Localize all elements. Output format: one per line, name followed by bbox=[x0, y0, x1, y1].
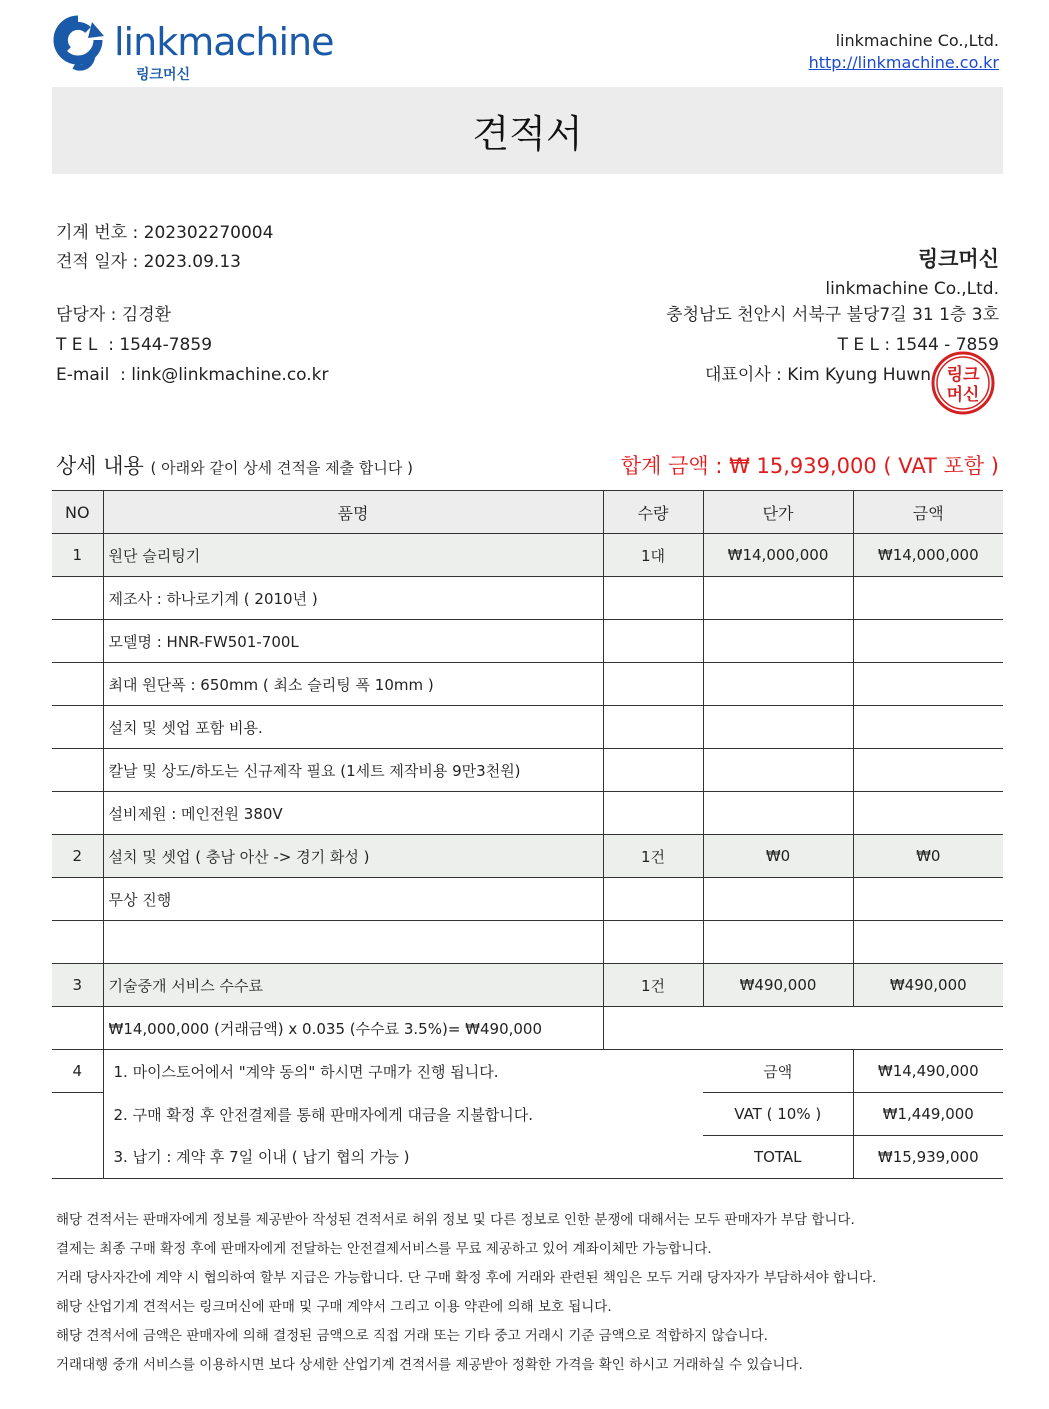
table-row bbox=[52, 792, 1003, 835]
section-title bbox=[56, 450, 413, 480]
item-detail: 설치 및 셋업 포함 비용. bbox=[103, 706, 603, 749]
header-amount: 금액 bbox=[853, 491, 1003, 534]
quote-date: 견적 일자 : 2023.09.13 bbox=[56, 252, 241, 272]
table-row bbox=[52, 534, 1003, 577]
logo-subtitle: 링크머신 bbox=[136, 67, 191, 83]
item-name: 설치 및 셋업 ( 충남 아산 -> 경기 화성 ) bbox=[103, 835, 603, 878]
manager-email: E-mail : link@linkmachine.co.kr bbox=[56, 365, 329, 385]
summary-label: 금액 bbox=[703, 1050, 853, 1093]
item-detail: ₩14,000,000 (거래금액) x 0.035 (수수료 3.5%)= ₩490,000 bbox=[103, 1007, 603, 1050]
company-header-info bbox=[809, 30, 999, 74]
table-row bbox=[52, 663, 1003, 706]
svg-text:링크: 링크 bbox=[946, 365, 980, 385]
company-name-top: linkmachine Co.,Ltd. bbox=[835, 31, 999, 50]
item-amount: ₩14,000,000 bbox=[853, 534, 1003, 577]
item-note: 2. 구매 확정 후 안전결제를 통해 판매자에게 대금을 지불합니다. bbox=[113, 1105, 533, 1124]
table-row bbox=[52, 706, 1003, 749]
item-amount: ₩490,000 bbox=[853, 964, 1003, 1007]
item-unit-price: ₩0 bbox=[703, 835, 853, 878]
summary-label: TOTAL bbox=[703, 1136, 853, 1179]
item-detail: 무상 진행 bbox=[103, 878, 603, 921]
summary-value: ₩1,449,000 bbox=[853, 1093, 1003, 1136]
footer-note: 해당 견적서에 금액은 판매자에 의해 결정된 금액으로 직접 거래 또는 기타 중고 거래시 기준 금액으로 적합하지 않습니다. bbox=[56, 1328, 768, 1344]
page-title: 견적서 bbox=[52, 87, 1003, 174]
table-row bbox=[52, 620, 1003, 663]
item-detail: 설비제원 : 메인전원 380V bbox=[103, 792, 603, 835]
item-qty: 1대 bbox=[603, 534, 703, 577]
svg-text:머신: 머신 bbox=[946, 385, 980, 405]
company-url-link[interactable]: http://linkmachine.co.kr bbox=[808, 53, 999, 72]
item-no: 1 bbox=[52, 534, 103, 577]
item-no: 2 bbox=[52, 835, 103, 878]
footer-notes bbox=[56, 1206, 876, 1380]
supplier-ceo: 대표이사 : Kim Kyung Huwn bbox=[704, 365, 931, 385]
item-note: 3. 납기 : 계약 후 7일 이내 ( 납기 협의 가능 ) bbox=[103, 1136, 703, 1179]
logo-wordmark: linkmachine bbox=[114, 20, 334, 64]
footer-note: 해당 산업기계 견적서는 링크머신에 판매 및 구매 계약서 그리고 이용 약관에 의해 보호 됩니다. bbox=[56, 1299, 612, 1315]
header-unit-price: 단가 bbox=[703, 491, 853, 534]
table-row bbox=[52, 1050, 1003, 1093]
table-header-row bbox=[52, 491, 1003, 534]
section-subtitle: ( 아래와 같이 상세 견적을 제출 합니다 ) bbox=[150, 459, 413, 477]
manager-name: 담당자 : 김경환 bbox=[56, 305, 172, 325]
quote-table bbox=[52, 490, 1003, 1179]
table-row bbox=[52, 749, 1003, 792]
supplier-name: 링크머신 bbox=[917, 247, 999, 271]
item-qty: 1건 bbox=[603, 964, 703, 1007]
item-amount: ₩0 bbox=[853, 835, 1003, 878]
item-name: 원단 슬리팅기 bbox=[103, 534, 603, 577]
table-row bbox=[52, 964, 1003, 1007]
item-no: 3 bbox=[52, 964, 103, 1007]
item-detail: 최대 원단폭 : 650mm ( 최소 슬리팅 폭 10mm ) bbox=[103, 663, 603, 706]
summary-value: ₩15,939,000 bbox=[853, 1136, 1003, 1179]
item-detail: 모델명 : HNR-FW501-700L bbox=[103, 620, 603, 663]
supplier-tel: T E L : 1544 - 7859 bbox=[837, 335, 999, 355]
footer-note: 거래 당사자간에 계약 시 협의하여 할부 지급은 가능합니다. 단 구매 확정 후에 거래와 관련된 책임은 모두 거래 당자자가 부담하셔야 합니다. bbox=[56, 1270, 877, 1286]
manager-tel: T E L : 1544-7859 bbox=[56, 335, 213, 355]
footer-note: 해당 견적서는 판매자에게 정보를 제공받아 작성된 견적서로 허위 정보 및 다른 정보로 인한 분쟁에 대해서는 모두 판매자가 부담 합니다. bbox=[56, 1212, 855, 1228]
footer-note: 거래대행 중개 서비스를 이용하시면 보다 상세한 산업기계 견적서를 제공받아 정확한 가격을 확인 하시고 거래하실 수 있습니다. bbox=[56, 1357, 803, 1373]
section-title-text: 상세 내용 bbox=[56, 454, 144, 478]
logo-mark-icon bbox=[52, 14, 104, 72]
table-row bbox=[52, 835, 1003, 878]
item-unit-price: ₩14,000,000 bbox=[703, 534, 853, 577]
table-row bbox=[52, 921, 1003, 964]
item-unit-price: ₩490,000 bbox=[703, 964, 853, 1007]
header-no: NO bbox=[52, 491, 103, 534]
footer-note: 결제는 최종 구매 확정 후에 판매자에게 전달하는 안전결제서비스를 무료 제공하고 있어 계좌이체만 가능합니다. bbox=[56, 1241, 712, 1257]
item-qty: 1건 bbox=[603, 835, 703, 878]
table-row bbox=[52, 577, 1003, 620]
summary-label: VAT ( 10% ) bbox=[703, 1093, 853, 1136]
company-seal-icon bbox=[930, 350, 996, 416]
table-row bbox=[52, 1136, 1003, 1179]
table-row bbox=[52, 878, 1003, 921]
table-row bbox=[52, 1007, 1003, 1050]
item-name: 기술중개 서비스 수수료 bbox=[103, 964, 603, 1007]
supplier-address: 충청남도 천안시 서북구 불당7길 31 1층 3호 bbox=[666, 305, 999, 325]
total-amount-heading: 합계 금액 : ₩ 15,939,000 ( VAT 포함 ) bbox=[620, 454, 999, 478]
item-detail: 칼날 및 상도/하도는 신규제작 필요 (1세트 제작비용 9만3천원) bbox=[103, 749, 603, 792]
summary-value: ₩14,490,000 bbox=[853, 1050, 1003, 1093]
company-logo bbox=[52, 14, 342, 86]
supplier-name-en: linkmachine Co.,Ltd. bbox=[825, 279, 999, 299]
item-detail: 제조사 : 하나로기계 ( 2010년 ) bbox=[103, 577, 603, 620]
machine-number: 기계 번호 : 202302270004 bbox=[56, 223, 274, 243]
item-no: 4 bbox=[52, 1050, 103, 1093]
table-row bbox=[52, 1093, 1003, 1136]
header-name: 품명 bbox=[103, 491, 603, 534]
item-note: 1. 마이스토어에서 "계약 동의" 하시면 구매가 진행 됩니다. bbox=[113, 1062, 499, 1081]
header-qty: 수량 bbox=[603, 491, 703, 534]
